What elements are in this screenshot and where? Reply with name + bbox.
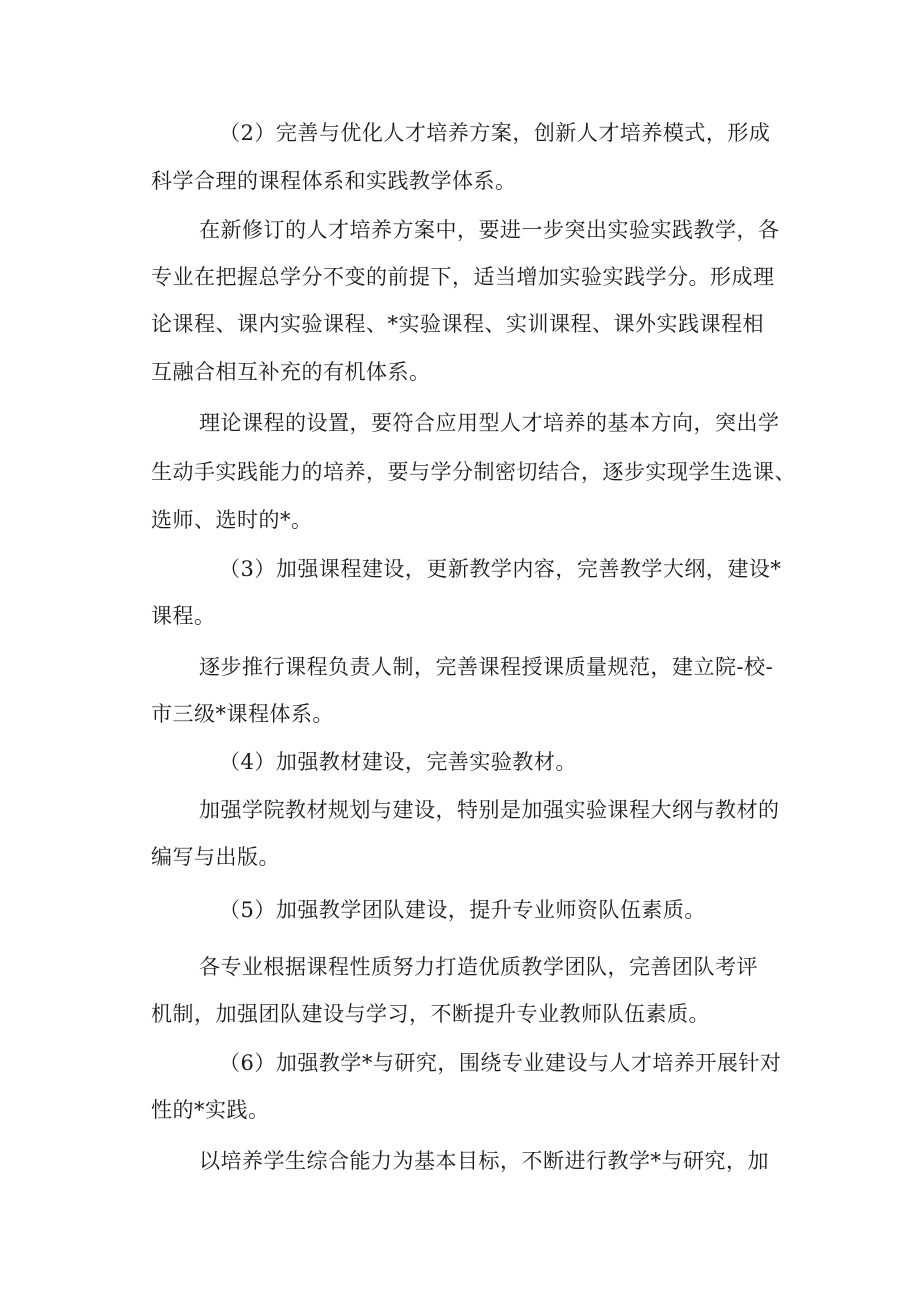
paragraph-2-line-3: 论课程、课内实验课程、*实验课程、实训课程、课外实践课程相 <box>151 312 764 336</box>
paragraph-7-line-1: 加强学院教材规划与建设，特别是加强实验课程大纲与教材的 <box>199 798 780 822</box>
paragraph-2-line-1: 在新修订的人才培养方案中，要进一步突出实验实践教学，各 <box>199 218 780 242</box>
paragraph-5-line-2: 市三级*课程体系。 <box>151 702 334 726</box>
paragraph-3-line-3: 选师、选时的*。 <box>151 508 313 532</box>
heading-3-line-2: 课程。 <box>151 604 216 628</box>
paragraph-2-line-2: 专业在把握总学分不变的前提下，适当增加实验实践学分。形成理 <box>151 265 775 289</box>
paragraph-9-line-1: 各专业根据课程性质努力打造优质教学团队，完善团队考评 <box>199 955 758 979</box>
paragraph-3-line-1: 理论课程的设置，要符合应用型人才培养的基本方向，突出学 <box>199 411 780 435</box>
heading-2-line-2: 科学合理的课程体系和实践教学体系。 <box>151 169 517 193</box>
paragraph-11-line-1: 以培养学生综合能力为基本目标，不断进行教学*与研究，加 <box>199 1149 769 1173</box>
paragraph-7-line-2: 编写与出版。 <box>151 845 280 869</box>
heading-6-line-2: 性的*实践。 <box>151 1098 270 1122</box>
heading-3-line-1: （3）加强课程建设，更新教学内容，完善教学大纲，建设* <box>219 557 782 581</box>
heading-4-line-1: （4）加强教材建设，完善实验教材。 <box>219 750 577 774</box>
heading-6-line-1: （6）加强教学*与研究，围绕专业建设与人才培养开展针对 <box>219 1051 782 1075</box>
paragraph-9-line-2: 机制，加强团队建设与学习，不断提升专业教师队伍素质。 <box>151 1002 710 1026</box>
paragraph-2-line-4: 互融合相互补充的有机体系。 <box>151 360 431 384</box>
heading-5-line-1: （5）加强教学团队建设，提升专业师资队伍素质。 <box>219 898 706 922</box>
paragraph-3-line-2: 生动手实践能力的培养，要与学分制密切结合，逐步实现学生选课、 <box>151 460 796 484</box>
heading-2-line-1: （2）完善与优化人才培养方案，创新人才培养模式，形成 <box>219 121 771 145</box>
paragraph-5-line-1: 逐步推行课程负责人制，完善课程授课质量规范，建立院-校- <box>199 655 774 679</box>
